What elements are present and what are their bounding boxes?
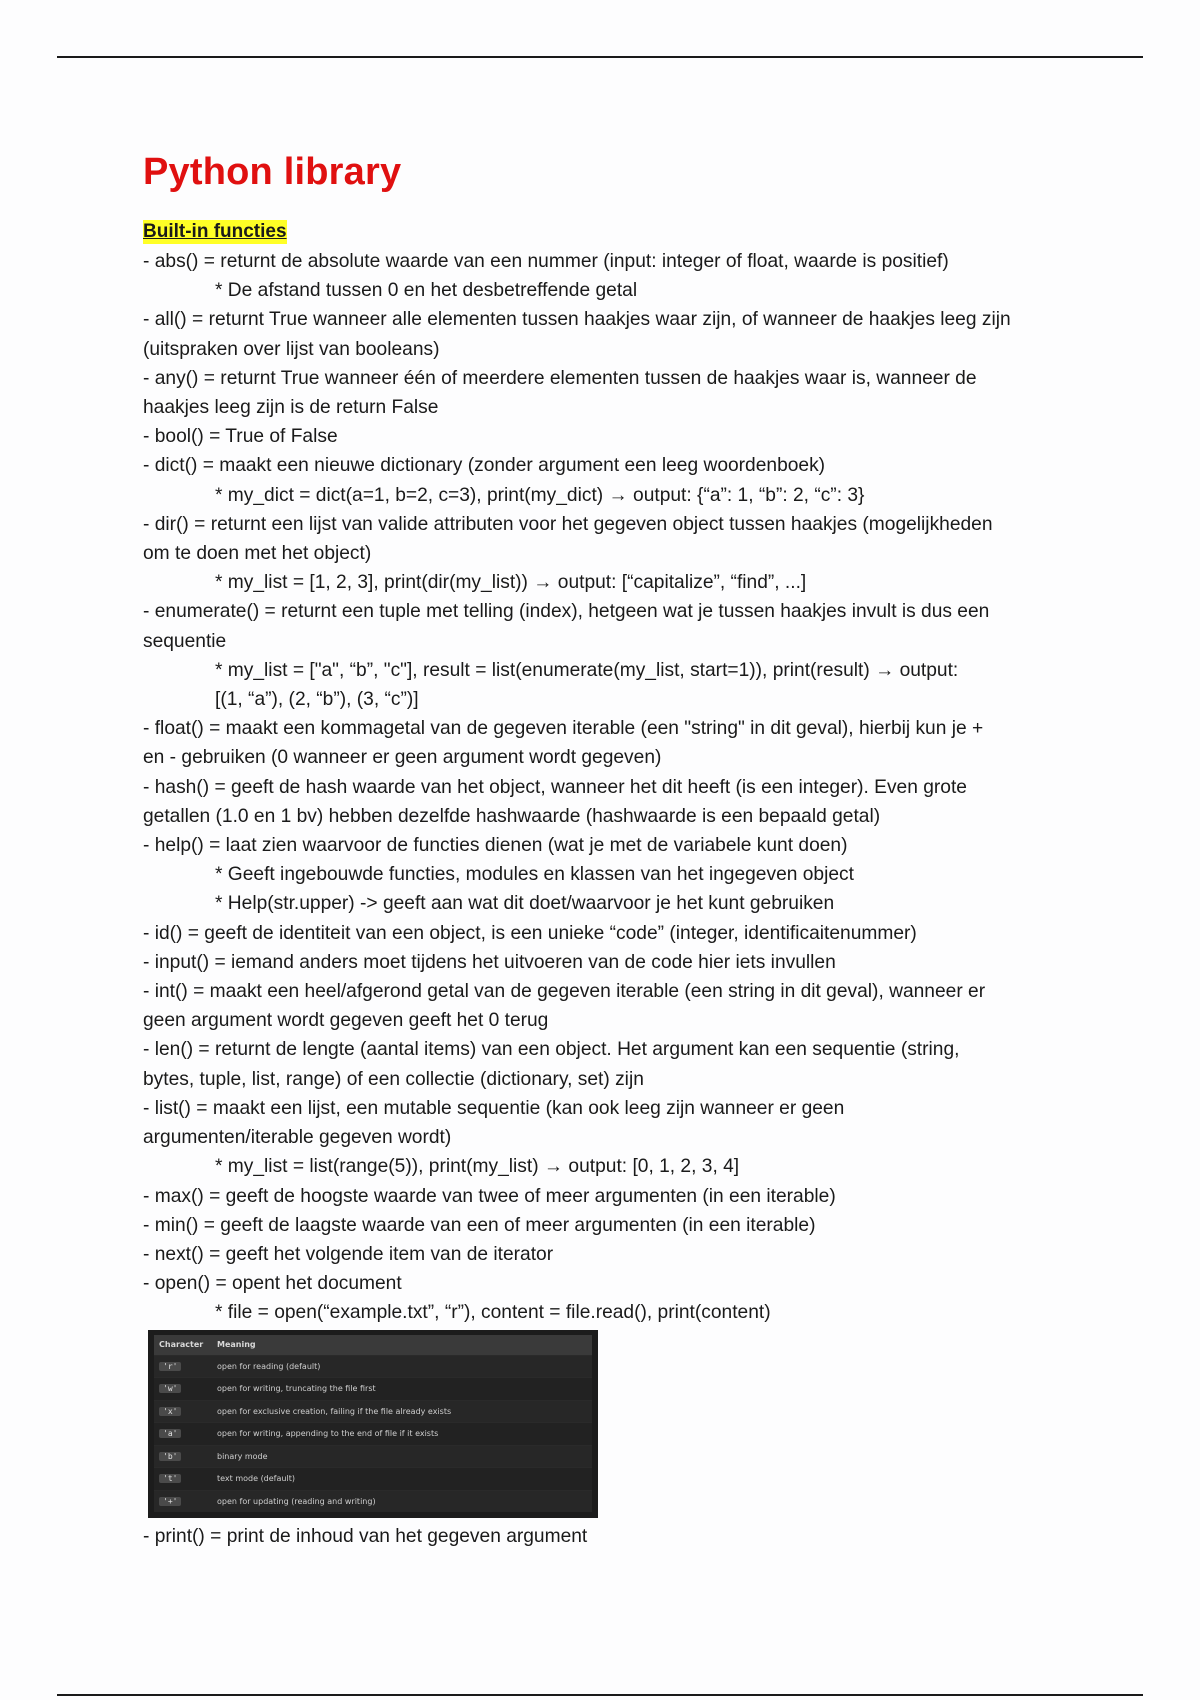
table-header-character: Character <box>154 1335 212 1356</box>
example-line: * my_list = ["a", “b”, "c"], result = list(enumerate(my_list, start=1)), print(result) → output: <box>215 659 959 681</box>
table-cell-meaning: open for exclusive creation, failing if the file already exists <box>212 1400 592 1423</box>
text-line: - abs() = returnt de absolute waarde van een nummer (input: integer of float, waarde is positief) <box>143 251 949 272</box>
table-row <box>154 1355 592 1378</box>
text-line: - max() = geeft de hoogste waarde van twee of meer argumenten (in een iterable) <box>143 1185 836 1207</box>
table-row <box>154 1423 592 1446</box>
text-line: bytes, tuple, list, range) of een collectie (dictionary, set) zijn <box>143 1068 644 1090</box>
example-line: * my_list = [1, 2, 3], print(dir(my_list)) → output: [“capitalize”, “find”, ...] <box>215 572 807 594</box>
table-cell-meaning: binary mode <box>212 1445 592 1468</box>
table-row <box>154 1378 592 1401</box>
text-line: - open() = opent het document <box>143 1273 402 1295</box>
table-cell-meaning: open for writing, truncating the file first <box>212 1378 592 1401</box>
text-line: - len() = returnt de lengte (aantal items) van een object. Het argument kan een sequentie (string, <box>143 1039 960 1061</box>
table-cell-character <box>154 1355 212 1378</box>
table-header-meaning: Meaning <box>212 1335 592 1356</box>
mode-character: 'a' <box>159 1429 181 1438</box>
text-line: geen argument wordt gegeven geeft het 0 terug <box>143 1010 549 1032</box>
text-line: haakjes leeg zijn is de return False <box>143 397 439 419</box>
table-row <box>154 1490 592 1512</box>
table-header-row <box>154 1335 592 1356</box>
text-line: getallen (1.0 en 1 bv) hebben dezelfde hashwaarde (hashwaarde is een bepaald getal) <box>143 805 881 827</box>
table-cell-meaning: open for updating (reading and writing) <box>212 1490 592 1512</box>
table-cell-character <box>154 1378 212 1401</box>
example-line: * De afstand tussen 0 en het desbetreffende getal <box>215 280 638 302</box>
text-line: - help() = laat zien waarvoor de functies dienen (wat je met de variabele kunt doen) <box>143 835 848 857</box>
mode-character: 'w' <box>159 1384 181 1393</box>
section-heading: Built-in functies <box>143 221 287 242</box>
mode-character: '+' <box>159 1497 181 1506</box>
header-rule <box>57 56 1143 58</box>
table-row <box>154 1468 592 1491</box>
text-line: - min() = geeft de laagste waarde van een of meer argumenten (in een iterable) <box>143 1214 816 1236</box>
example-line: * Help(str.upper) -> geeft aan wat dit doet/waarvoor je het kunt gebruiken <box>215 893 835 915</box>
mode-character: 'r' <box>159 1362 181 1371</box>
table-cell-character <box>154 1468 212 1491</box>
example-line: * Geeft ingebouwde functies, modules en klassen van het ingegeven object <box>215 864 854 886</box>
text-line: - int() = maakt een heel/afgerond getal van de gegeven iterable (een string in dit geval), wanneer er <box>143 981 986 1003</box>
text-line: (uitspraken over lijst van booleans) <box>143 338 440 360</box>
mode-character: 'x' <box>159 1407 181 1416</box>
example-line: * my_dict = dict(a=1, b=2, c=3), print(my_dict) → output: {“a”: 1, “b”: 2, “c”: 3} <box>215 484 865 506</box>
text-line: - next() = geeft het volgende item van de iterator <box>143 1243 554 1265</box>
table-row <box>154 1445 592 1468</box>
example-line: * file = open(“example.txt”, “r”), content = file.read(), print(content) <box>215 1302 771 1324</box>
function-list <box>143 247 1073 1328</box>
text-line: - any() = returnt True wanneer één of meerdere elementen tussen de haakjes waar is, wanneer de <box>143 367 977 389</box>
text-line: - enumerate() = returnt een tuple met telling (index), hetgeen wat je tussen haakjes invult is dus een <box>143 601 990 623</box>
text-line: - float() = maakt een kommagetal van de gegeven iterable (een "string" in dit geval), hierbij kun je + <box>143 718 984 740</box>
table-row <box>154 1400 592 1423</box>
text-line: - hash() = geeft de hash waarde van het object, wanneer het dit heeft (is een integer). Even grote <box>143 776 967 798</box>
table-cell-character <box>154 1490 212 1512</box>
text-line: - list() = maakt een lijst, een mutable sequentie (kan ook leeg zijn wanneer er geen <box>143 1097 845 1119</box>
text-line: - print() = print de inhoud van het gegeven argument <box>143 1526 588 1548</box>
text-line: en - gebruiken (0 wanneer er geen argument wordt gegeven) <box>143 747 662 769</box>
table-cell-character <box>154 1423 212 1446</box>
table-body <box>154 1355 592 1512</box>
text-line: - all() = returnt True wanneer alle elementen tussen haakjes waar zijn, of wanneer de haakjes leeg zijn <box>143 309 1011 331</box>
text-line: - dir() = returnt een lijst van valide attributen voor het gegeven object tussen haakjes (mogelijkheden <box>143 513 993 535</box>
table-cell-meaning: text mode (default) <box>212 1468 592 1491</box>
document-body <box>143 146 1073 1551</box>
text-line: - input() = iemand anders moet tijdens het uitvoeren van de code hier iets invullen <box>143 951 836 973</box>
text-line: om te doen met het object) <box>143 543 372 565</box>
open-modes-table <box>154 1335 592 1513</box>
mode-character: 't' <box>159 1474 181 1483</box>
table-cell-character <box>154 1400 212 1423</box>
text-line: - id() = geeft de identiteit van een object, is een unieke “code” (integer, identificaitenummer) <box>143 922 917 944</box>
mode-character: 'b' <box>159 1452 181 1461</box>
function-list-continued <box>143 1522 1073 1551</box>
footer-rule <box>57 1694 1143 1696</box>
text-line: argumenten/iterable gegeven wordt) <box>143 1127 452 1149</box>
table-cell-meaning: open for writing, appending to the end of file if it exists <box>212 1423 592 1446</box>
page-title: Python library <box>143 151 402 193</box>
text-line: sequentie <box>143 630 227 652</box>
text-line: - bool() = True of False <box>143 426 338 448</box>
text-line: - dict() = maakt een nieuwe dictionary (zonder argument een leeg woordenboek) <box>143 455 826 477</box>
open-modes-table-image <box>148 1330 598 1519</box>
example-line: * my_list = list(range(5)), print(my_list) → output: [0, 1, 2, 3, 4] <box>215 1156 740 1178</box>
example-line: [(1, “a”), (2, “b”), (3, “c”)] <box>215 689 419 711</box>
table-cell-meaning: open for reading (default) <box>212 1355 592 1378</box>
table-cell-character <box>154 1445 212 1468</box>
